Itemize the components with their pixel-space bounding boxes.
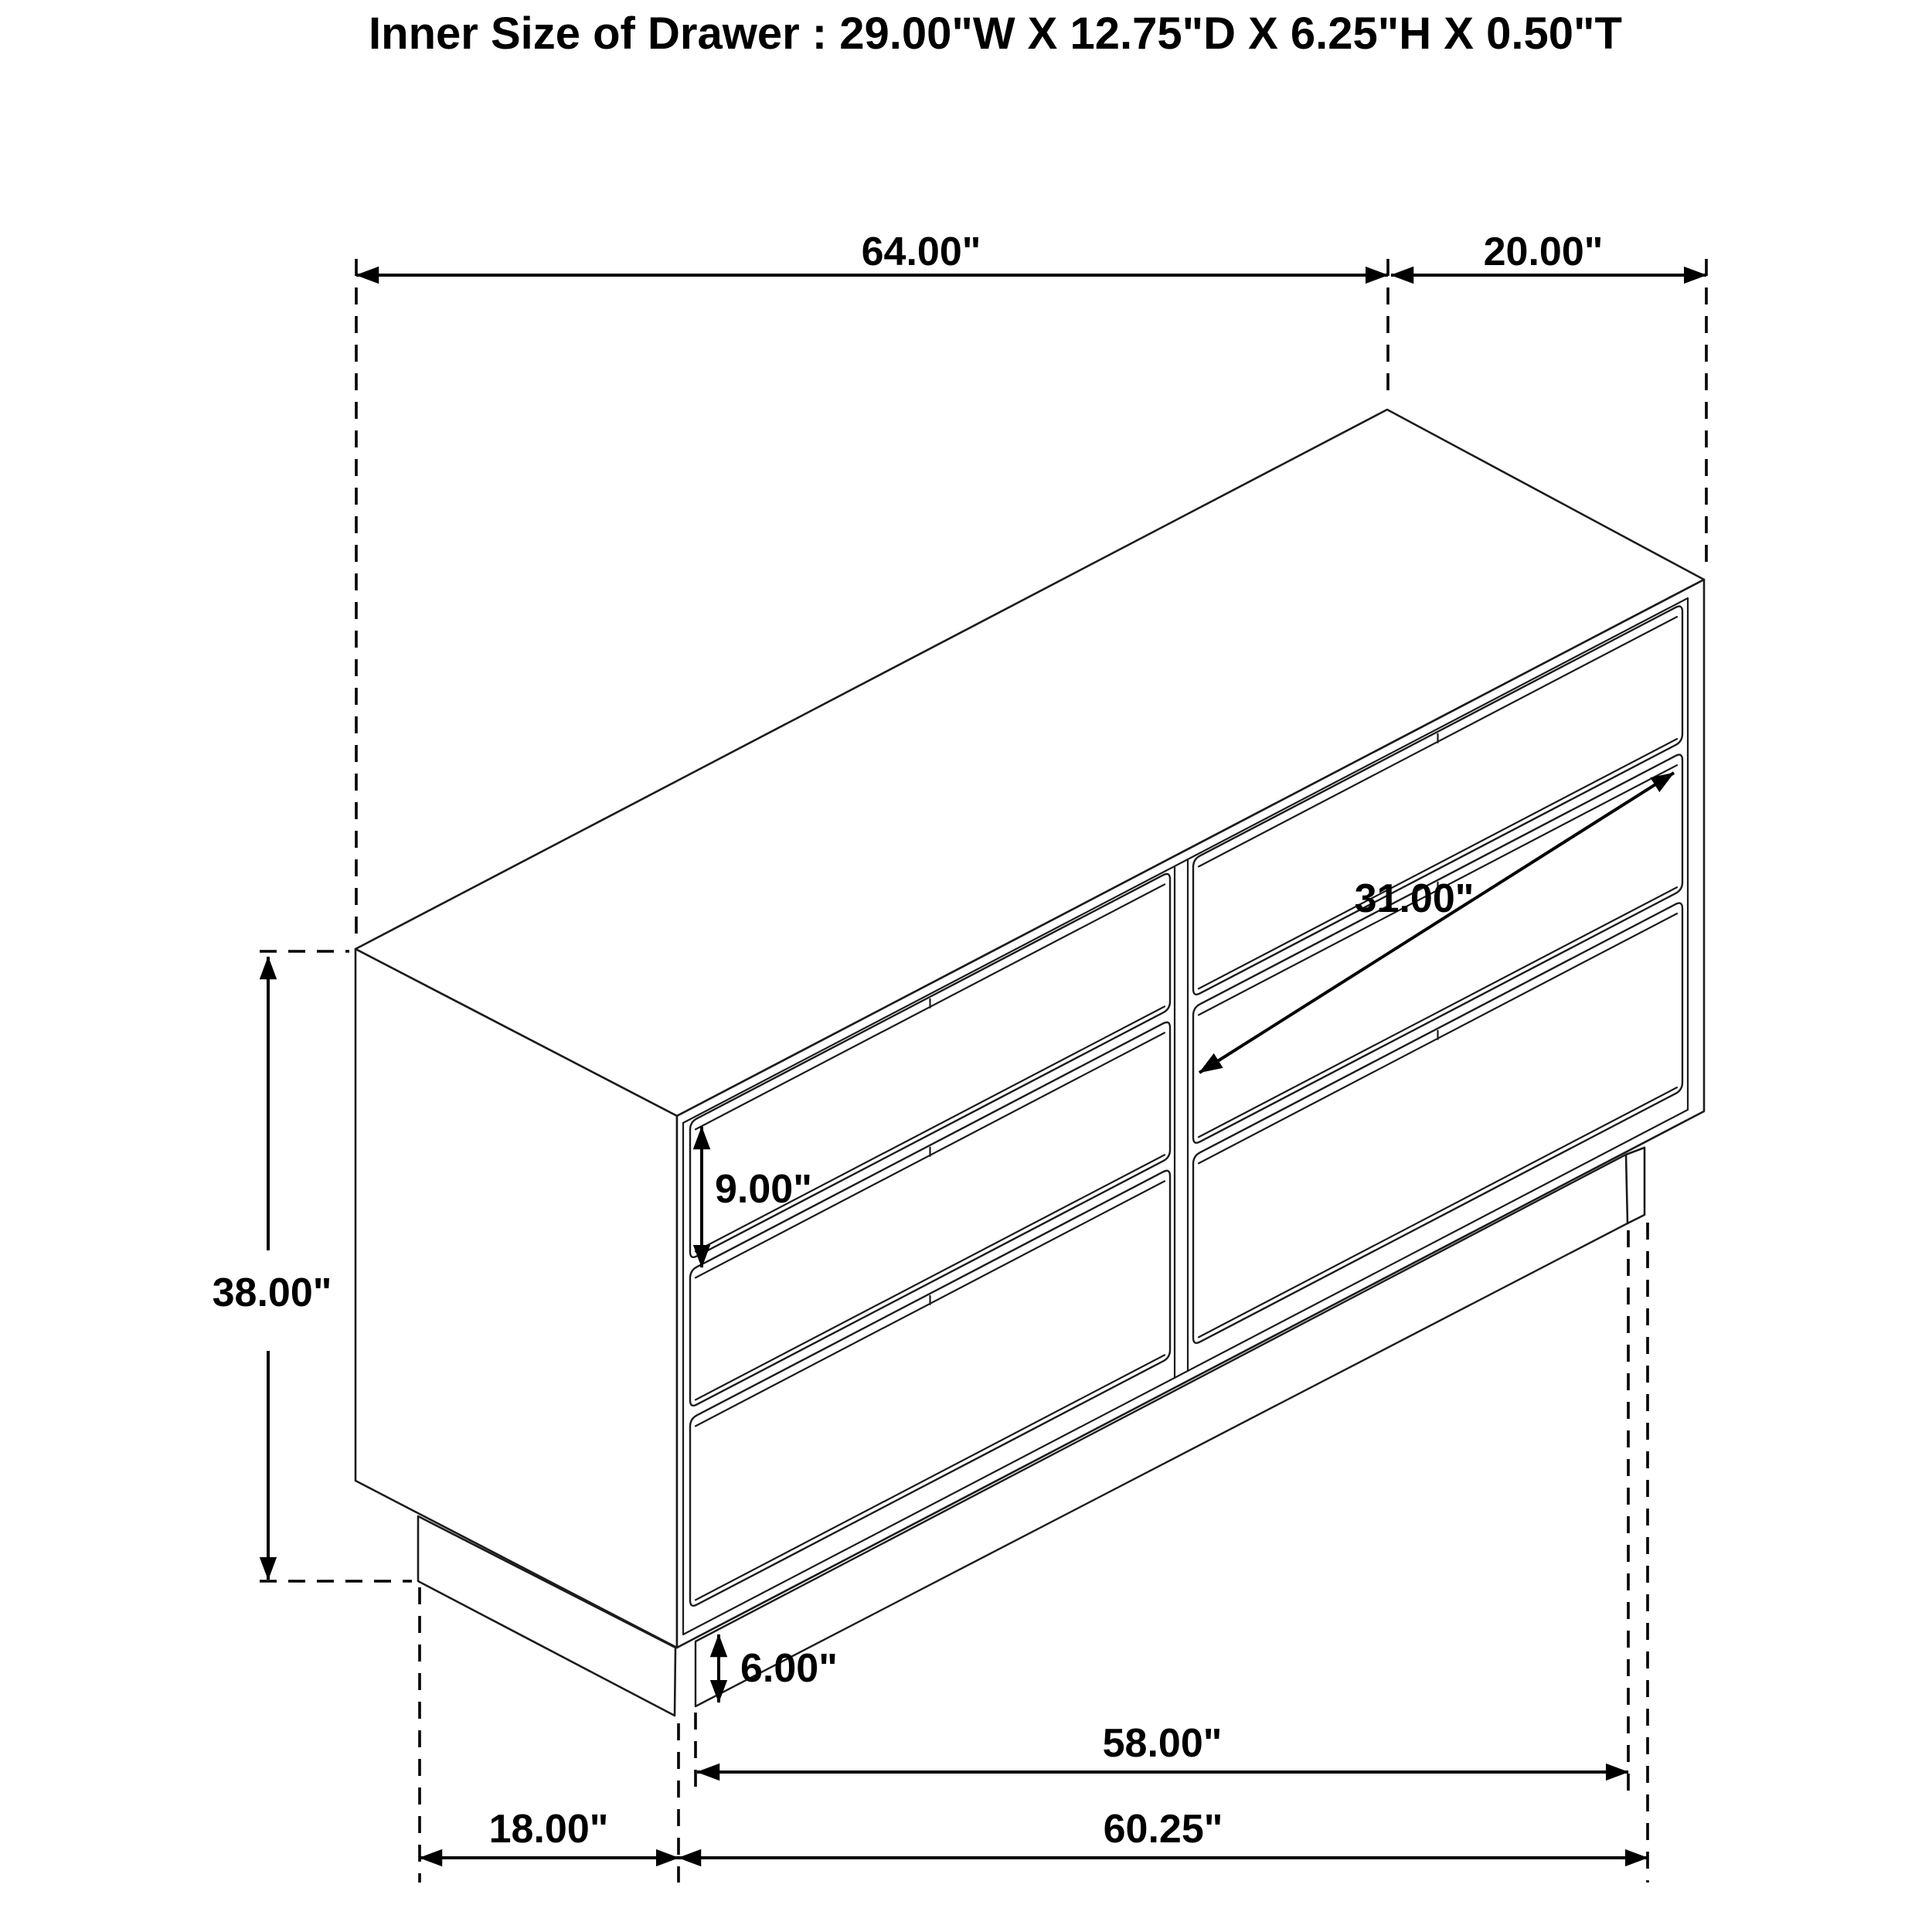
dim-overall-depth xyxy=(1391,230,1706,275)
dim-base-height xyxy=(719,1634,838,1702)
dim-label-overall-width: 64.00" xyxy=(861,230,981,274)
dim-overall-width xyxy=(356,230,1388,275)
dim-label-drawer-height: 9.00" xyxy=(715,1167,812,1212)
dim-label-base-overall-width: 60.25" xyxy=(1103,1807,1223,1852)
dim-label-base-height: 6.00" xyxy=(740,1646,838,1691)
dim-label-base-side-depth: 18.00" xyxy=(488,1807,609,1852)
back-leg xyxy=(1626,1148,1645,1223)
page-title: Inner Size of Drawer : 29.00"W X 12.75"D X 6.25"H X 0.50"T xyxy=(369,9,1622,59)
dim-label-base-front-span: 58.00" xyxy=(1102,1721,1223,1766)
dim-base-front-span xyxy=(697,1721,1628,1772)
dresser-drawing xyxy=(355,410,1704,1716)
dim-base-side-depth xyxy=(420,1807,679,1858)
dim-base-overall-width xyxy=(679,1807,1648,1858)
dim-label-overall-height: 38.00" xyxy=(212,1270,332,1315)
dim-label-drawer-width: 31.00" xyxy=(1354,876,1475,921)
dim-overall-height xyxy=(213,957,332,1580)
dim-label-overall-depth: 20.00" xyxy=(1483,230,1604,274)
